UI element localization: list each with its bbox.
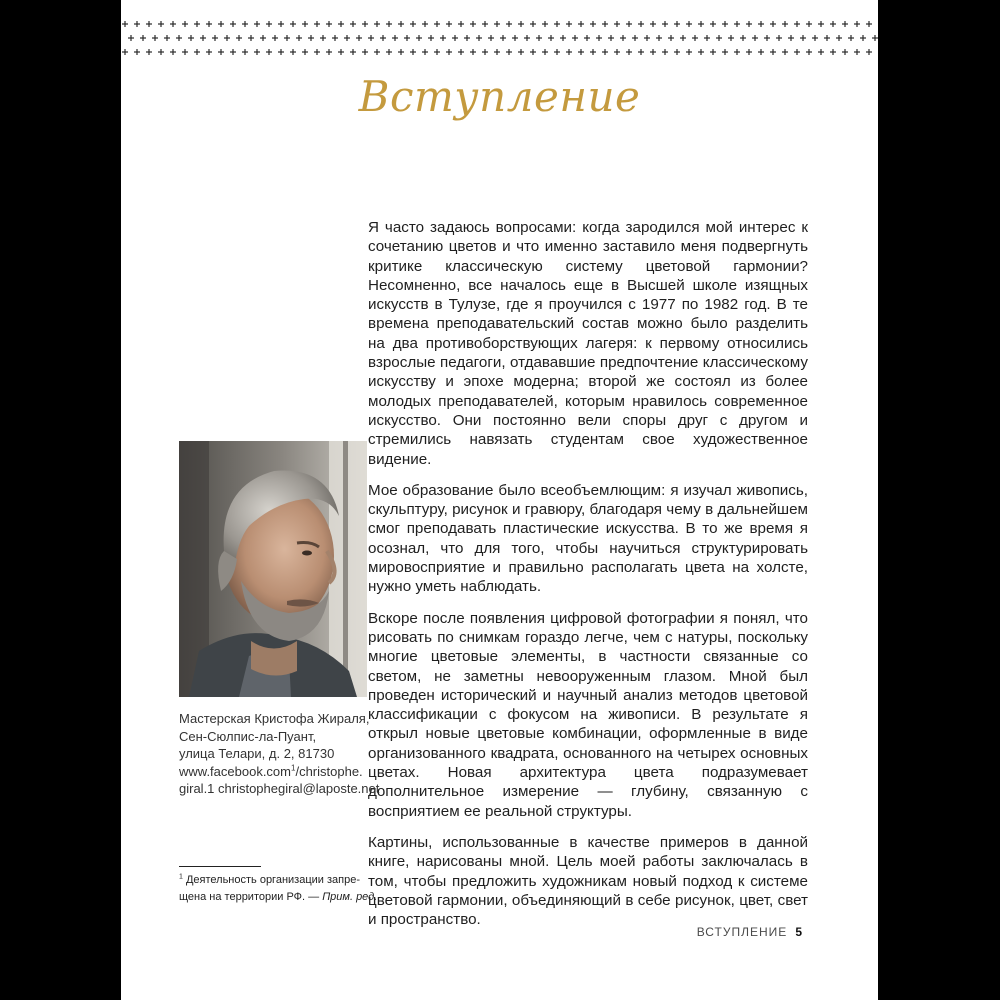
plus-icon [452,35,458,41]
plus-icon [830,21,836,27]
plus-icon [362,49,368,55]
caption-line: giral.1 christophegiral@laposte.net [179,781,380,796]
plus-icon [758,49,764,55]
plus-icon [524,35,530,41]
paragraph: Я часто задаюсь вопросами: когда зародился мой интерес к сочетанию цветов и что именно заставило меня подвергнуть критике классическую систему цветовой гармонии? Несомненно, все началось еще в Высшей школе изящных искусств в Тулузе, где я проучился с 1977 по 1982 год. В те времена преподавательский состав можно было разделить на два противоборствующих лагеря: к первому относились взрослые педагоги, отдававшие предпочтение классическому искусству и эпохе модерна; второй же состоял из более молодых преподавателей, которым нравилось современное искусство. Они постоянно вели споры друг с другом и стремились навязать студентам свое художественное видение. [368,219,808,468]
plus-icon [554,21,560,27]
photo-caption [179,710,379,798]
plus-icon [446,49,452,55]
plus-icon [146,21,152,27]
plus-icon [290,49,296,55]
caption-line: Мастерская Кристофа Жираля, [179,711,370,726]
plus-icon [536,35,542,41]
plus-icon [230,21,236,27]
plus-icon [662,21,668,27]
caption-link-text: www.facebook.com [179,763,291,779]
plus-icon [422,49,428,55]
plus-icon [128,35,134,41]
plus-icon [866,49,872,55]
plus-icon [404,35,410,41]
plus-icon [854,49,860,55]
plus-icon [464,35,470,41]
plus-icon [458,21,464,27]
footnote-reference: 1 [291,763,296,773]
plus-icon [290,21,296,27]
plus-icon [788,35,794,41]
caption-line [179,763,379,781]
plus-icon [818,49,824,55]
plus-icon [518,21,524,27]
plus-icon [410,21,416,27]
plus-icon [542,49,548,55]
plus-icon [800,35,806,41]
plus-icon [836,35,842,41]
plus-icon [302,49,308,55]
plus-icon [692,35,698,41]
plus-icon [182,49,188,55]
plus-icon [254,21,260,27]
plus-icon [272,35,278,41]
plus-icon [494,49,500,55]
plus-icon [842,21,848,27]
plus-icon [308,35,314,41]
plus-icon [122,49,128,55]
plus-icon [626,21,632,27]
running-footer [697,925,802,939]
footnote-divider [179,866,261,867]
plus-icon [434,49,440,55]
paragraph: Мое образование было всеобъемлющим: я изучал живопись, скульптуру, рисунок и гравюру, благодаря чему в дальнейшем смог преподавать пластические искусства. В то же время я осознал, что для того, чтобы научиться структурировать мировосприятие и правильно располагать цвета на холсте, нужно уметь наблюдать. [368,481,808,596]
plus-icon [170,49,176,55]
plus-icon [746,49,752,55]
plus-icon [446,21,452,27]
plus-icon [194,49,200,55]
plus-icon [470,21,476,27]
plus-icon [602,49,608,55]
plus-icon [236,35,242,41]
plus-icon [572,35,578,41]
plus-icon [608,35,614,41]
plus-icon [386,21,392,27]
plus-icon [488,35,494,41]
plus-icon [500,35,506,41]
plus-icon [122,21,128,27]
plus-icon [506,21,512,27]
plus-icon [218,49,224,55]
plus-icon [206,49,212,55]
paragraph: Вскоре после появления цифровой фотографии я понял, что рисовать по снимкам гораздо легче, чем с натуры, поскольку многие цветовые элементы, в частности связанные со светом, не заметны невооруженным глазом. Мной был проведен исторический и научный анализ методов цветовой классификации с фокусом на живописи. В результате я открыл новые цветовые комбинации, оформленные в виде организованного квадрата, основанного на четырех основных цветах. Новая архитектура цвета подразумевает дополнительное измерение — глубину, связанную с восприятием ее реальной структуры. [368,609,808,820]
caption-link-text: /christophe. [295,763,363,779]
plus-icon [224,35,230,41]
plus-icon [722,49,728,55]
plus-icon [266,49,272,55]
plus-icon [734,21,740,27]
plus-icon [860,35,866,41]
decorative-cross-pattern [121,18,878,58]
plus-icon [542,21,548,27]
plus-icon [320,35,326,41]
plus-icon [344,35,350,41]
plus-icon [680,35,686,41]
plus-icon [644,35,650,41]
plus-icon [530,49,536,55]
plus-icon [842,49,848,55]
plus-icon [626,49,632,55]
plus-icon [620,35,626,41]
plus-icon [746,21,752,27]
plus-icon [158,49,164,55]
plus-icon [668,35,674,41]
plus-icon [824,35,830,41]
plus-icon [764,35,770,41]
plus-icon [338,21,344,27]
plus-icon [674,21,680,27]
plus-icon [242,49,248,55]
footnote-text: Деятельность организации запре- [182,874,360,886]
plus-icon [440,35,446,41]
plus-icon [722,21,728,27]
plus-icon [806,21,812,27]
plus-icon [596,35,602,41]
plus-icon [230,49,236,55]
plus-icon [260,35,266,41]
page-number: 5 [795,925,802,939]
caption-line: улица Телари, д. 2, 81730 [179,746,335,761]
footer-section-title: ВСТУПЛЕНИЕ [696,925,788,939]
plus-icon [638,49,644,55]
plus-icon [248,35,254,41]
plus-icon [566,21,572,27]
plus-icon [650,21,656,27]
plus-icon [812,35,818,41]
caption-line: Сен-Сюлпис-ла-Пуант, [179,728,317,744]
plus-icon [350,21,356,27]
plus-icon [758,21,764,27]
plus-icon [362,21,368,27]
footnote-marker: 1 [179,873,183,881]
footnote-text: щена на территории РФ. — [179,891,323,903]
plus-icon [770,49,776,55]
plus-icon [698,49,704,55]
plus-icon [278,49,284,55]
plus-icon [374,21,380,27]
plus-icon [158,21,164,27]
plus-icon [728,35,734,41]
plus-icon [848,35,854,41]
plus-icon [614,49,620,55]
plus-icon [632,35,638,41]
plus-icon [326,21,332,27]
plus-icon [794,21,800,27]
plus-icon [710,21,716,27]
plus-icon [434,21,440,27]
plus-icon [656,35,662,41]
plus-icon [518,49,524,55]
plus-icon [332,35,338,41]
plus-icon [548,35,554,41]
plus-icon [590,49,596,55]
plus-icon [698,21,704,27]
plus-icon [218,21,224,27]
plus-icon [794,49,800,55]
plus-icon [428,35,434,41]
plus-icon [242,21,248,27]
plus-icon [416,35,422,41]
plus-icon [482,49,488,55]
paragraph: Картины, использованные в качестве примеров в данной книге, нарисованы мной. Цель моей работы заключалась в том, чтобы предложить художникам новый подход к системе цветовой гармонии, объединяющий в себе рисунок, цвет, свет и пространство. [368,833,808,929]
book-page [121,0,878,1000]
plus-icon [386,49,392,55]
plus-icon [134,49,140,55]
plus-icon [560,35,566,41]
plus-icon [854,21,860,27]
plus-icon [212,35,218,41]
plus-icon [674,49,680,55]
plus-icon [380,35,386,41]
plus-icon [188,35,194,41]
plus-icon [566,49,572,55]
plus-icon [314,49,320,55]
footnote [179,872,389,906]
plus-icon [470,49,476,55]
plus-icon [830,49,836,55]
plus-icon [686,21,692,27]
plus-icon [578,49,584,55]
plus-icon [494,21,500,27]
plus-icon [410,49,416,55]
plus-icon [512,35,518,41]
plus-icon [254,49,260,55]
plus-icon [338,49,344,55]
plus-icon [686,49,692,55]
plus-icon [176,35,182,41]
plus-icon [326,49,332,55]
plus-icon [392,35,398,41]
plus-icon [554,49,560,55]
plus-icon [266,21,272,27]
plus-icon [716,35,722,41]
plus-icon [602,21,608,27]
plus-icon [134,21,140,27]
plus-icon [578,21,584,27]
plus-icon [776,35,782,41]
plus-icon [302,21,308,27]
plus-icon [146,49,152,55]
plus-icon [458,49,464,55]
plus-icon [650,49,656,55]
plus-icon [530,21,536,27]
plus-icon [194,21,200,27]
plus-icon [356,35,362,41]
footnote-line [179,889,389,906]
plus-icon [872,35,878,41]
plus-icon [476,35,482,41]
footnote-editor-note: Прим. ред. [322,891,378,903]
plus-icon [704,35,710,41]
plus-icon [314,21,320,27]
plus-icon [866,21,872,27]
plus-icon [734,49,740,55]
plus-icon [284,35,290,41]
plus-icon [506,49,512,55]
plus-icon [638,21,644,27]
plus-icon [818,21,824,27]
plus-icon [278,21,284,27]
plus-icon [140,35,146,41]
plus-icon [182,21,188,27]
plus-icon [770,21,776,27]
plus-icon [782,21,788,27]
page-title: Вступление [358,72,641,121]
plus-icon [164,35,170,41]
footnote-line [179,872,389,889]
plus-icon [200,35,206,41]
plus-icon [740,35,746,41]
plus-icon [350,49,356,55]
plus-icon [398,21,404,27]
plus-icon [584,35,590,41]
plus-icon [806,49,812,55]
plus-icon [170,21,176,27]
plus-icon [368,35,374,41]
body-text [368,218,808,941]
plus-icon [482,21,488,27]
plus-icon [422,21,428,27]
plus-icon [710,49,716,55]
plus-icon [206,21,212,27]
plus-icon [590,21,596,27]
plus-icon [398,49,404,55]
plus-icon [374,49,380,55]
plus-icon [614,21,620,27]
plus-icon [782,49,788,55]
plus-icon [662,49,668,55]
plus-icon [752,35,758,41]
plus-icon [152,35,158,41]
plus-icon [296,35,302,41]
author-portrait-photo [179,441,367,697]
